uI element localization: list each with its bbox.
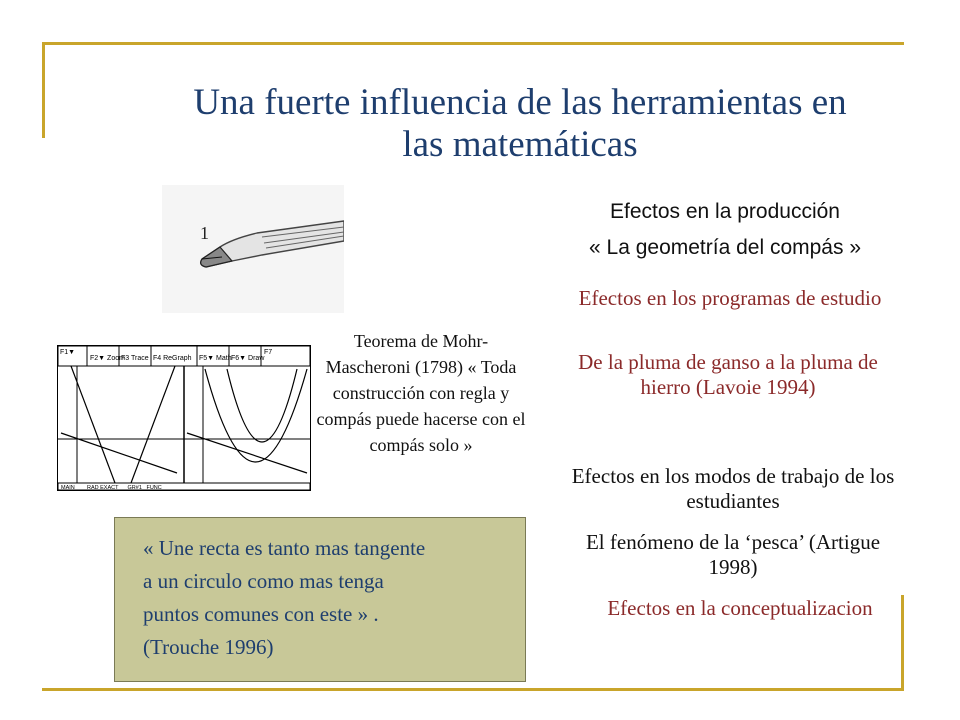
quote-line-3: puntos comunes con este » . [143,602,379,626]
top-rule [42,42,904,45]
calc-menu-draw: F6▼ Draw [231,355,265,362]
pen-nib-drawing [162,185,344,313]
title-line-1: Una fuerte influencia de las herramientas en [193,82,847,123]
quote-text [143,532,518,664]
theorem-caption: Teorema de Mohr-Mascheroni (1798) « Toda construcción con regla y compás puede hacerse con el compás solo » [316,331,526,455]
work-modes-text: Efectos en los modos de trabajo de los estudiantes [571,464,895,513]
calculator-graph [57,345,311,491]
calc-menu-zoom: F2▼ Zoom [90,355,125,362]
programs-heading: Efectos en los programas de estudio [578,286,882,310]
quote-box [114,517,526,682]
heading-production: Efectos en la producción [610,200,840,223]
pen-figure-label: 1 [200,223,209,243]
conceptualization-text: Efectos en la conceptualizacion [607,596,873,620]
calc-menu-f1: F1▼ [60,349,76,356]
right-accent-bar [901,595,904,691]
slide-title [100,82,940,166]
bottom-rule [42,688,904,691]
calc-status-bar: MAIN RAD EXACT GR#1 FUNC [61,485,162,491]
left-accent-bar [42,42,45,138]
quote-line-2: a un circulo como mas tenga [143,569,384,593]
heading-compass-geometry: « La geometría del compás » [589,236,861,259]
quote-line-4: (Trouche 1996) [143,635,274,659]
calc-menu-regraph: F4 ReGraph [153,355,192,362]
quote-line-1: « Une recta es tanto mas tangente [143,536,426,560]
calculator-screenshot [57,345,311,491]
pen-history-text: De la pluma de ganso a la pluma de hierro (Lavoie 1994) [578,350,878,399]
fishing-text: El fenómeno de la ‘pesca’ (Artigue 1998) [585,530,881,579]
calc-menu-trace: F3 Trace [121,355,149,362]
title-line-2: las matemáticas [402,124,638,165]
calc-menu-math: F5▼ Math [199,355,232,362]
calc-menu-f7: F7 [264,349,273,356]
pen-nib-image [162,185,344,313]
